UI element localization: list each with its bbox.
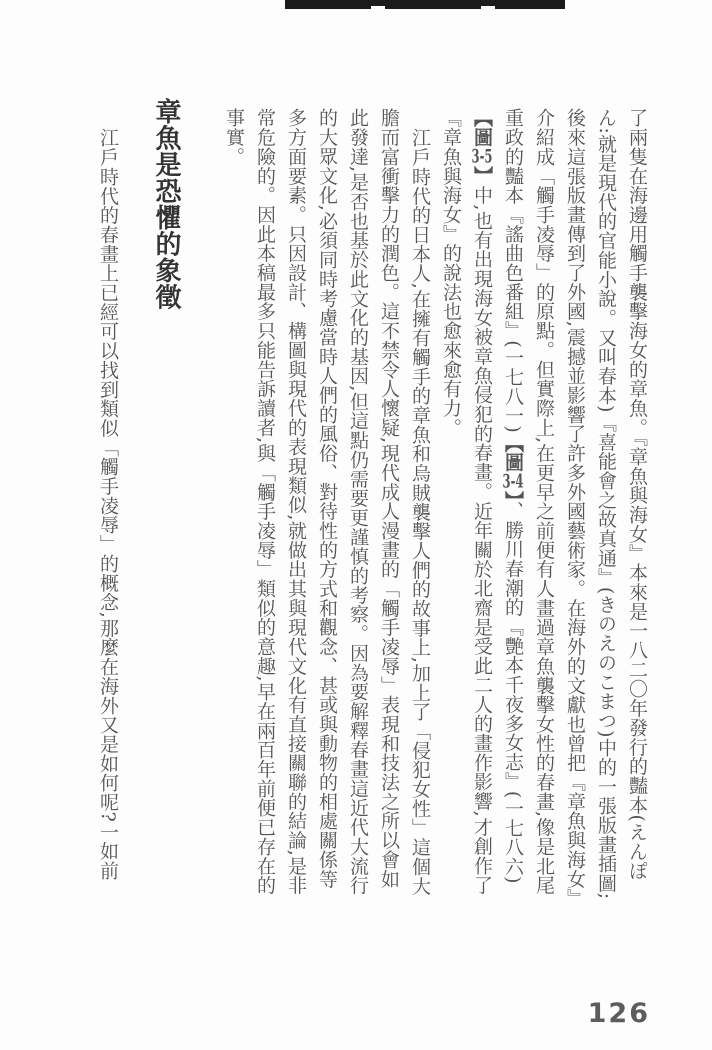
paragraph-1-text-c: 中,也有出現海女被章魚侵犯的春畫。近年關於北齋是受此二人的畫作影響,才創作了『章魚與海女』的說法也愈來愈有力。 — [440, 108, 493, 895]
figure-ref-3-5 — [471, 108, 493, 185]
section-heading: 章魚是恐懼的象徵 — [151, 98, 181, 310]
figure-ref-3-4-number: 3-4 — [502, 471, 524, 491]
paragraph-3: 江戶時代的春畫上已經可以找到類似「觸手凌辱」的概念,那麼在海外又是如何呢?一如前 — [97, 127, 119, 880]
vertical-text-block — [92, 98, 652, 900]
figure-ref-3-5-close: 】 — [471, 165, 493, 186]
figure-ref-3-5-open: 【圖 — [471, 108, 493, 147]
paragraph-2: 江戶時代的日本人,在擁有觸手的章魚和烏賊襲擊人們的故事上,加上了「侵犯女性」這個大膽而富衝擊力的潤色。這不禁令人懷疑,現代成人漫畫的「觸手凌辱」表現和技法之所以會如此發達,是否也基於此文化的基因,但這點仍需要更謹慎的考察。因為要解釋春畫這近代大流行的大眾文化,必須同時考慮當時人們的風俗、對待性的方式和觀念、甚或與動物的相處關係等多方面要素。只因設計、構圖與現代的表現類似,就做出其與現代文化有直接關聯的結論,是非常危險的。因此本稿最多只能告訴讀者,與「觸手凌辱」類似的意趣,早在兩百年前便已存在的事實。 — [223, 108, 431, 895]
scan-artifact-notch — [481, 6, 495, 9]
figure-ref-3-4 — [502, 433, 524, 501]
paragraph-1-text-b: 、勝川春潮的『艷本千夜多女志』(一七八六) — [502, 500, 524, 884]
figure-ref-3-4-close: 】 — [502, 490, 524, 501]
figure-ref-3-4-open: 【圖 — [502, 433, 524, 472]
scan-artifact-bar — [285, 0, 565, 9]
page-number: 126 — [587, 998, 650, 1029]
paragraph-1-text-a: 了兩隻在海邊用觸手襲擊海女的章魚。『章魚與海女』本來是一八二〇年發行的豔本(えんぽん:就是現代的官能小說。又叫春本)『喜能會之故真通』(きのえのこまつ)中的一張版畫插圖;後來這張版畫傳到了外國,震撼並影響了許多外國藝術家。在海外的文獻也曾把『章魚與海女』介紹成「觸手凌辱」的原點。但實際上,在更早之前便有人畫過章魚襲擊女性的春畫,像是北尾重政的豔本『謠曲色番組』(一七八一) — [502, 108, 648, 900]
figure-ref-3-5-number: 3-5 — [471, 146, 493, 166]
paragraph-1 — [435, 108, 652, 900]
scan-artifact-notch — [371, 6, 385, 9]
